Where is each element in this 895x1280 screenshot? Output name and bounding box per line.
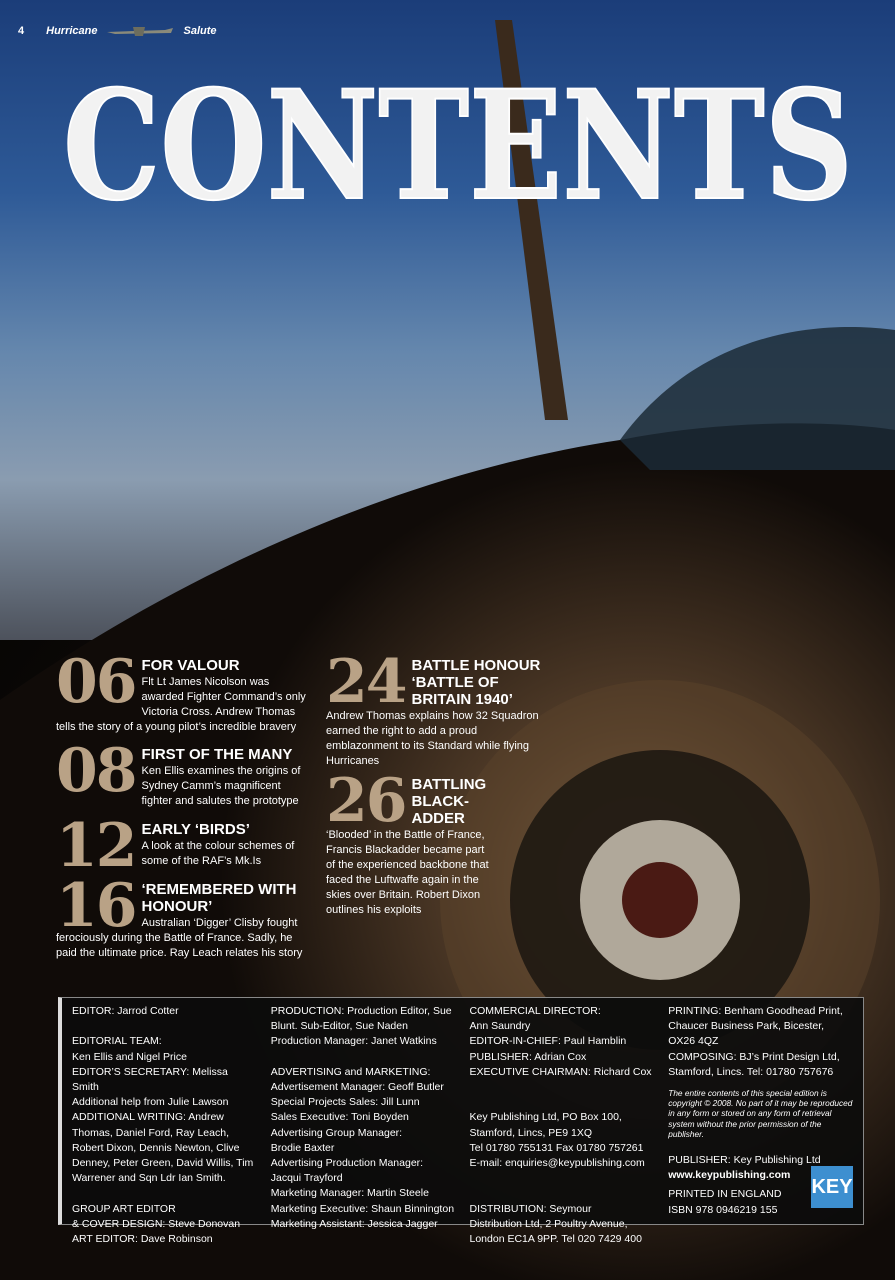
entry-title: EARLY ‘BIRDS’ <box>141 821 250 838</box>
contents-entry[interactable] <box>56 811 308 881</box>
credits-column-printing <box>668 1004 853 1218</box>
publisher-line: PUBLISHER: Key Publishing Ltd <box>668 1154 821 1167</box>
contents-entry[interactable] <box>56 647 308 735</box>
page-number: 4 <box>18 25 25 37</box>
entry-page-number: 16 <box>56 871 136 941</box>
entry-description: A look at the colour schemes of some of the RAF’s Mk.Is <box>141 840 295 867</box>
contents-entry[interactable] <box>56 871 308 961</box>
entry-title: FIRST OF THE MANY <box>141 746 293 763</box>
copyright-notice: The entire contents of this special edition is copyright © 2008. No part of it may be reproduced in any form or stored on any form of retrieval system without the prior permission of the publisher. <box>668 1088 853 1139</box>
masthead-right-word: Salute <box>183 25 217 37</box>
credits-column-production: PRODUCTION: Production Editor, Sue Blunt. Sub-Editor, Sue Naden Production Manager: Janet Watkins ADVERTISING and MARKETING: Advertisement Manager: Geoff Butler Special Projects Sales: Jill Lunn Sales Executive: Toni Boyden Advertising Group Manager: Brodie Baxter Advertising Production Manager: Jacqui Trayford Marketing Manager: Martin Steele Marketing Executive: Shaun Binnington Marketing Assistant: Jessica Jagger <box>270 1005 455 1230</box>
masthead-left-word: Hurricane <box>46 25 98 37</box>
entry-title: ‘REMEMBERED WITH HONOUR’ <box>141 881 297 915</box>
contents-entry[interactable] <box>326 766 496 918</box>
entry-title: BATTLING BLACK-ADDER <box>411 776 487 827</box>
entry-description: Andrew Thomas explains how 32 Squadron earned the right to add a proud emblazonment to its Standard while flying Hurricanes <box>326 710 539 767</box>
credits-column-commercial: COMMERCIAL DIRECTOR: Ann Saundry EDITOR-IN-CHIEF: Paul Hamblin PUBLISHER: Adrian Cox EXECUTIVE CHAIRMAN: Richard Cox Key Publishing Ltd, PO Box 100, Stamford, Lincs, PE9 1XQ Tel 01780 755131 Fax 01780 757261 E-mail: enquiries@keypublishing.com DISTRIBUTION: Seymour Distribution Ltd, 2 Poultry Avenue, London EC1A 9PP. Tel 020 7429 400 <box>469 1005 652 1246</box>
plane-icon <box>105 24 175 38</box>
key-publishing-logo: KEY <box>811 1166 853 1208</box>
isbn: ISBN 978 0946219 155 <box>668 1203 778 1216</box>
contents-entry[interactable] <box>56 736 308 809</box>
entry-page-number: 08 <box>56 736 136 806</box>
contents-entry[interactable] <box>326 647 546 769</box>
entry-page-number: 26 <box>326 766 406 836</box>
entry-description: Flt Lt James Nicolson was awarded Fighter Command’s only Victoria Cross. Andrew Thomas tells the story of a young pilot’s incredible bravery <box>56 676 306 733</box>
credits-column-editorial: EDITOR: Jarrod Cotter EDITORIAL TEAM: Ken Ellis and Nigel Price EDITOR’S SECRETARY: Melissa Smith Additional help from Julie Lawson ADDITIONAL WRITING: Andrew Thomas, Daniel Ford, Ray Leach, Robert Dixon, Dennis Newton, Clive Denney, Peter Green, David Willis, Tim Warrener and Sqn Ldr Ian Smith. GROUP ART EDITOR & COVER DESIGN: Steve Donovan ART EDITOR: Dave Robinson <box>72 1005 254 1246</box>
entry-title: BATTLE HONOUR ‘BATTLE OF BRITAIN 1940’ <box>411 657 541 708</box>
entry-page-number: 06 <box>56 647 136 717</box>
entry-page-number: 12 <box>56 811 136 881</box>
entry-title: FOR VALOUR <box>141 657 240 674</box>
entry-description: Australian ‘Digger’ Clisby fought ferociously during the Battle of France. Sadly, he paid the ultimate price. Ray Leach relates his story <box>56 917 303 959</box>
credits-panel <box>58 997 864 1246</box>
page-title-text: CONTENTS <box>63 70 853 220</box>
page-title <box>58 70 858 220</box>
publisher-website[interactable]: www.keypublishing.com <box>668 1169 791 1182</box>
printed-in: PRINTED IN ENGLAND <box>668 1188 782 1201</box>
entry-page-number: 24 <box>326 647 406 717</box>
entry-description: Ken Ellis examines the origins of Sydney Camm’s magnificent fighter and salutes the prototype <box>141 765 301 807</box>
masthead <box>18 24 217 38</box>
entry-description: ‘Blooded’ in the Battle of France, Francis Blackadder became part of the experienced backbone that faced the Luftwaffe again in the skies over Britain. Robert Dixon outlines his exploits <box>326 829 489 916</box>
printing-details: PRINTING: Benham Goodhead Print, Chaucer Business Park, Bicester, OX26 4QZ COMPOSING: BJ’s Print Design Ltd, Stamford, Lincs. Tel: 01780 757676 <box>668 1005 843 1078</box>
